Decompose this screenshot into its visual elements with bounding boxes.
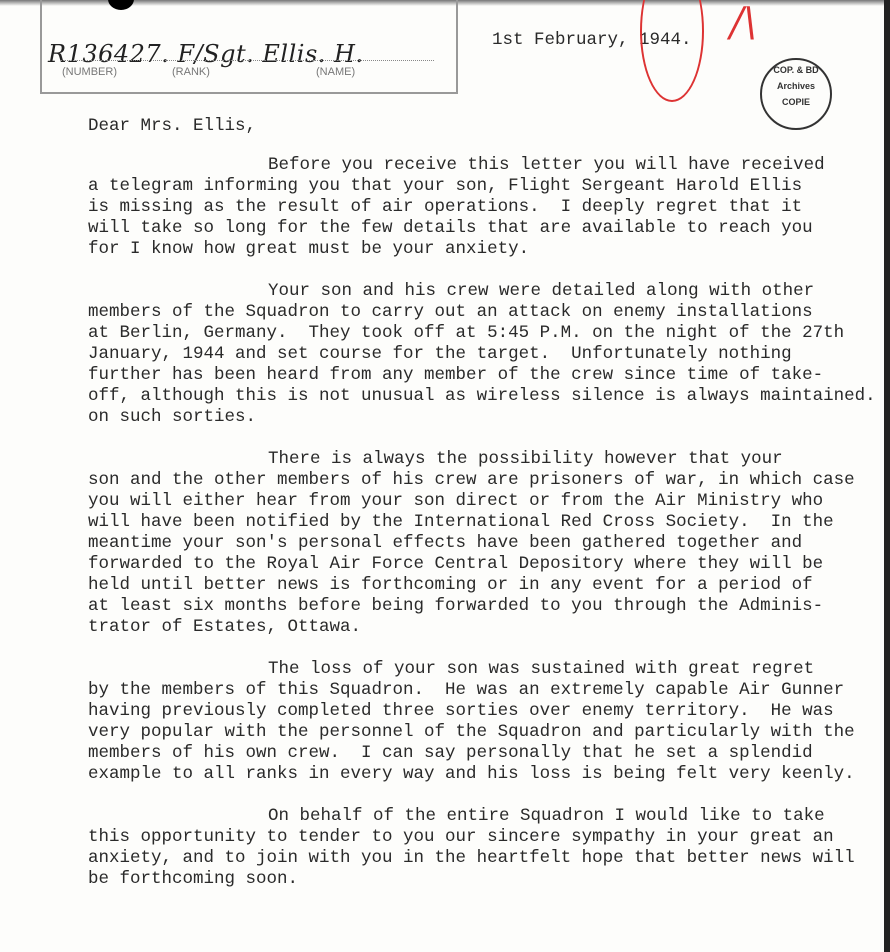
paragraph-line: having previously completed three sorties over enemy territory. He was — [88, 701, 834, 721]
paragraph — [88, 806, 868, 890]
paragraph-line: on such sorties. — [88, 407, 257, 427]
paragraph-line: you will either hear from your son direct or from the Air Ministry who — [88, 491, 824, 511]
stamp-middle-text: Archives — [776, 81, 816, 91]
paragraph-line: off, although this is not unusual as wireless silence is always maintained. — [88, 386, 876, 406]
paragraph-line: anxiety, and to join with you in the heartfelt hope that better news will — [88, 848, 855, 868]
paragraph-line: very popular with the personnel of the Squadron and particularly with the — [88, 722, 855, 742]
archives-stamp — [760, 58, 832, 130]
paragraph-line: held until better news is forthcoming or in any event for a period of — [88, 575, 813, 595]
paragraph-line: example to all ranks in every way and his loss is being felt very keenly. — [88, 764, 855, 784]
paragraph-line: a telegram informing you that your son, Flight Sergeant Harold Ellis — [88, 176, 803, 196]
handwritten-identity: R136427. F/Sgt. Ellis. H. — [48, 40, 364, 68]
paragraph-line: members of the Squadron to carry out an attack on enemy installations — [88, 302, 813, 322]
stamp-bottom-text: COPIE — [781, 97, 810, 107]
paragraph-line: this opportunity to tender to you our sincere sympathy in your great an — [88, 827, 834, 847]
paragraph-line: Your son and his crew were detailed along with other — [268, 281, 815, 301]
red-pen-mark — [640, 0, 704, 102]
scan-right-edge — [884, 0, 890, 952]
paragraph-line: forwarded to the Royal Air Force Central Depository where they will be — [88, 554, 824, 574]
paragraph-line: On behalf of the entire Squadron I would like to take — [268, 806, 825, 826]
paragraph — [88, 659, 868, 785]
paragraph-line: son and the other members of his crew are prisoners of war, in which case — [88, 470, 855, 490]
paragraph-line: meantime your son's personal effects have been gathered together and — [88, 533, 803, 553]
salutation: Dear Mrs. Ellis, — [88, 116, 257, 136]
paragraph-line: members of his own crew. I can say personally that he set a splendid — [88, 743, 813, 763]
letter-body — [88, 155, 876, 911]
paragraph-line: be forthcoming soon. — [88, 869, 299, 889]
label-number: (NUMBER) — [62, 66, 117, 78]
paragraph-line: is missing as the result of air operations. I deeply regret that it — [88, 197, 803, 217]
paragraph-line: Before you receive this letter you will have received — [268, 155, 825, 175]
stamp-top-text: COP. & BD — [773, 65, 819, 75]
paragraph-line: for I know how great must be your anxiety. — [88, 239, 530, 259]
letter-date: 1st February, 1944. — [492, 30, 692, 50]
paragraph-line: at least six months before being forwarded to you through the Adminis- — [88, 596, 824, 616]
paragraph-line: will have been notified by the International Red Cross Society. In the — [88, 512, 834, 532]
paragraph-line: January, 1944 and set course for the target. Unfortunately nothing — [88, 344, 792, 364]
paragraph-line: There is always the possibility however that your — [268, 449, 783, 469]
paragraph-line: further has been heard from any member of the crew since time of take- — [88, 365, 824, 385]
label-name: (NAME) — [316, 66, 356, 78]
paragraph-line: at Berlin, Germany. They took off at 5:45 P.M. on the night of the 27th — [88, 323, 845, 343]
paragraph-line: trator of Estates, Ottawa. — [88, 617, 362, 637]
label-rank: (RANK) — [172, 66, 210, 78]
paragraph-line: will take so long for the few details that are available to reach you — [88, 218, 813, 238]
paragraph — [88, 281, 876, 428]
dotted-line — [60, 60, 434, 61]
paragraph-line: by the members of this Squadron. He was an extremely capable Air Gunner — [88, 680, 845, 700]
paragraph — [88, 155, 868, 260]
red-pen-scribble: /\ — [730, 0, 757, 46]
paragraph — [88, 449, 868, 638]
paragraph-line: The loss of your son was sustained with great regret — [268, 659, 815, 679]
